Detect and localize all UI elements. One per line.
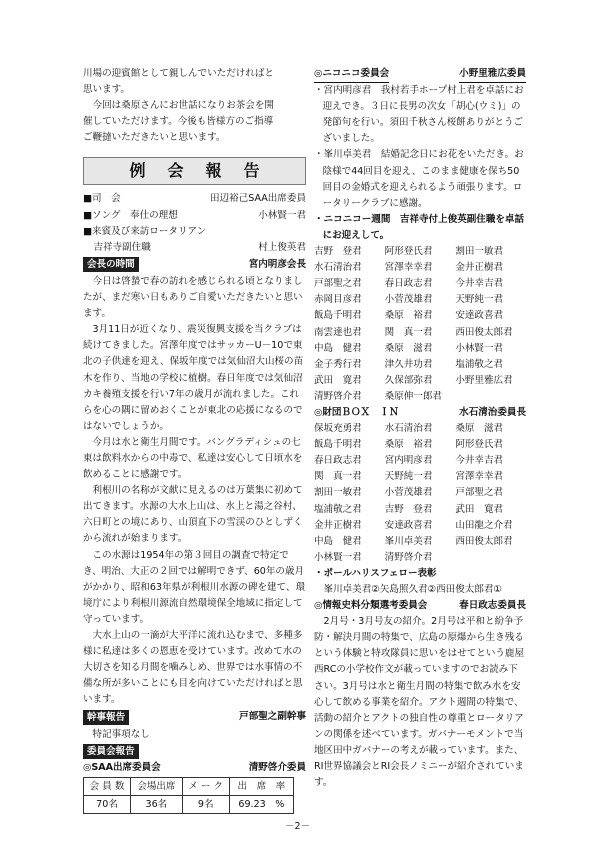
committee-report-chip: 委員会報告 (83, 744, 139, 759)
intro-line: 今回は桑原さんにお世話になりお茶会を開 (92, 100, 274, 112)
right-column (314, 66, 526, 791)
member-name: 西田俊太郎君 (455, 535, 513, 547)
agenda-row (83, 224, 306, 240)
agenda-value: 小林賢一君 (258, 209, 306, 221)
attendance-table (83, 777, 294, 814)
member-name: 今井幸吉君 (455, 455, 504, 467)
member-name: 山田龍之介君 (455, 519, 513, 531)
niko-week-heading: ・ニコニコー週間 吉祥寺付上俊英副住職を卓話にお迎えして。 (314, 213, 525, 241)
name-row (314, 453, 526, 469)
member-name: 水石清治君 (384, 423, 433, 435)
president-time-chip: 会長の時間 (83, 257, 139, 272)
name-row (314, 341, 526, 357)
attendance-header: 出 席 率 (229, 777, 293, 795)
president-paragraph: 大水上山の一滴が大平洋に流れ込むまで、多種多様に私達は多くの恩恵を受けています。改めて水の大切さを知る月間を噛みしめ、世界では水事情の不備な所が多いことにも目を向けていただければと思います。 (83, 630, 303, 706)
president-paragraph: この水源は1954年の第３回目の調査で特定でき、明治、大正の２回では解明できず、60年の歳月がかかり、昭和63年県が利根川水源の碑を建て、環境庁により利根川源流自然環境保全地域に指定して守っています。 (83, 549, 305, 625)
secretary-text: 特記事項なし (92, 728, 150, 740)
name-row (314, 357, 526, 373)
member-name: 西田俊太郎君 (455, 326, 513, 338)
attendance-value: 36名 (131, 795, 183, 813)
zaidan-name: 水石清治委員長 (459, 406, 526, 418)
member-name: 南雲達也君 (314, 326, 362, 338)
member-name: 久保部弥君 (384, 374, 433, 386)
member-name: 関 真一君 (314, 471, 362, 483)
member-name: 清野啓介君 (384, 551, 433, 563)
page-number: －2－ (284, 821, 311, 832)
member-name: 阿形登氏君 (384, 246, 433, 258)
attendance-header: 会 員 数 (84, 777, 131, 795)
member-name: 吉野 登君 (384, 503, 433, 515)
president-paragraph: 3月11日が近くなり、震災復興支援を当クラブは続けてきました。宮澤年度ではサッカーU－10で東北の子供達を迎え、保坂年度では気仙沼大山桜の苗木を作り、当地の学校に植樹。春日年度では気仙沼カキ養殖支援を行い7年の歳月が流れました。これらを心の隅に留めおくことが東北の応援になるのではないでしょうか。 (83, 324, 304, 432)
member-name: 中島 健君 (314, 535, 362, 547)
member-name: 戸部聖之君 (314, 278, 362, 290)
niko-heading: ◎ニコニコ委員会 (314, 66, 389, 83)
agenda-value: 田辺裕己SAA出席委員 (210, 193, 306, 205)
agenda-label: ■来賓及び来訪ロータリアン (83, 225, 207, 237)
intro-line: 川場の迎賓館として親しんでいただければと (83, 68, 274, 79)
member-name (455, 550, 526, 566)
info-name: 春日政志委員長 (459, 600, 526, 612)
name-row (314, 437, 526, 453)
name-row (314, 308, 526, 324)
agenda-label: ■司 会 (83, 193, 121, 205)
member-name: 阿形登氏君 (455, 439, 504, 451)
saa-heading: ◎SAA出席委員会 (83, 761, 161, 773)
member-name: 水石清治君 (314, 262, 362, 274)
saa-name: 清野啓介委員 (248, 761, 306, 773)
member-name: 安達政喜君 (455, 310, 504, 322)
left-column (83, 66, 306, 814)
attendance-value: 9名 (182, 795, 229, 813)
member-name: 吉野 登君 (314, 246, 362, 258)
member-name: 桑原伸一郎君 (384, 390, 442, 402)
member-name: 関 真一君 (384, 326, 433, 338)
paul-harris-heading: ・ポールハリスフェロー表彰 (314, 567, 437, 579)
niko-week-names (314, 244, 526, 405)
member-name: 清野啓介君 (314, 390, 362, 402)
member-name: 武田 寛君 (455, 503, 504, 515)
member-name: 桑原 裕君 (384, 439, 433, 451)
attendance-header: メ ー ク (182, 777, 229, 795)
member-name: 赤岡目彦君 (314, 294, 362, 306)
member-name: 峯川卓美君 (384, 535, 433, 547)
member-name: 天野純一君 (384, 471, 433, 483)
member-name: 小林賢一君 (314, 551, 362, 563)
member-name: 春日政志君 (314, 455, 362, 467)
name-row (314, 518, 526, 534)
name-row (314, 292, 526, 308)
agenda-row (83, 191, 306, 207)
attendance-value-row (84, 795, 294, 813)
zaidan-heading: ◎財団ＢＯＸ ＩＮ (314, 406, 399, 418)
member-name: 桑原 裕君 (384, 310, 433, 322)
agenda-row (83, 240, 306, 256)
member-name: 小林賢一君 (455, 342, 504, 354)
member-name: 安達政喜君 (384, 519, 433, 531)
name-row (314, 550, 526, 566)
member-name: 金井正樹君 (314, 519, 362, 531)
niko-item: ・宮内明彦君 我村若手ホープ村上君を卓話にお迎えでき。３日に長男の次女「胡心(ウミ)」の発節句を行い。須田千秋さん桜餅ありがとうございました。 (314, 85, 524, 145)
name-row (314, 469, 526, 485)
member-name: 小菅茂雄君 (384, 487, 433, 499)
saa-header (83, 760, 306, 776)
niko-item: ・峯川卓美君 結婚記念日にお花をいただき。お陰様で44回目を迎え、このまま健康を保ち50回目の金婚式を迎えられるよう頑張ります。ロータリークラブに感謝。 (314, 149, 524, 209)
member-name: 割田一敏君 (314, 487, 362, 499)
zaidan-header (314, 405, 526, 421)
intro-line: 思います。 (83, 84, 130, 96)
member-name: 中島 健君 (314, 342, 362, 354)
name-row (314, 389, 526, 405)
member-name: 春日政志君 (384, 278, 433, 290)
name-row (314, 260, 526, 276)
paul-harris-text: 峯川卓美君②矢島照久君②西田俊太郎君① (323, 584, 502, 595)
info-text: 2月号・3月号友の紹介。2月号は平和と紛争予防・解決月間の特集で、広島の原爆から生き残るという体験と特攻隊員に思いをはせてという鹿屋西RCの小学校作文が載っていますのでお読み下さい。3月号は水と衛生月間の特集で飲み水を安心して飲める事業を紹介。アクト週間の特集で、活動の紹介とアクトの独自性の尊重とロータリアンの関係を述べています。ガバナーモメントで当地区田中ガバナーの考えが載っています。また、RI世界協議会とRI会長ノミニーが紹介されています。 (314, 616, 525, 789)
secretary-header (83, 709, 306, 725)
zaidan-names (314, 421, 526, 566)
name-row (314, 534, 526, 550)
member-name: 武田 寛君 (314, 374, 362, 386)
intro-line: ご鞭撻いただきたいと思います。 (83, 132, 226, 144)
attendance-header: 会場出席 (131, 777, 183, 795)
agenda-label: ■ソング 奉仕の理想 (83, 209, 178, 221)
niko-header (314, 66, 526, 83)
info-header (314, 598, 526, 614)
president-paragraph: 利根川の名称が文献に見えるのは万葉集に初めて出てきます。水源の大水上山は、水上と湯之谷村、六日町との境にあり、山頂直下の雪渓のひとしずくから流れが始まります。 (83, 485, 303, 545)
president-header (83, 257, 306, 273)
member-name: 戸部聖之君 (455, 487, 504, 499)
member-name: 小野里雅広君 (455, 374, 513, 386)
member-name (455, 389, 526, 405)
president-name: 宮内明彦会長 (248, 258, 306, 270)
member-name: 塩浦敬之君 (455, 358, 504, 370)
member-name: 飯島千明君 (314, 439, 362, 451)
member-name: 割田一敏君 (455, 246, 504, 258)
member-name: 天野純一君 (455, 294, 504, 306)
member-name: 塩浦敬之君 (314, 503, 362, 515)
member-name: 飯島千明君 (314, 310, 362, 322)
member-name: 宮内明彦君 (384, 455, 433, 467)
agenda-row (83, 208, 306, 224)
member-name: 津久井功君 (384, 358, 433, 370)
secretary-name: 戸部聖之副幹事 (239, 711, 306, 723)
member-name: 金井正樹君 (455, 262, 504, 274)
name-row (314, 325, 526, 341)
name-row (314, 485, 526, 501)
attendance-header-row (84, 777, 294, 795)
name-row (314, 421, 526, 437)
name-row (314, 373, 526, 389)
agenda-value: 村上俊英君 (258, 241, 306, 253)
attendance-value: 70名 (84, 795, 131, 813)
name-row (314, 244, 526, 260)
committee-header (83, 744, 306, 759)
info-heading: ◎情報史料分類選考委員会 (314, 600, 428, 612)
secretary-report-chip: 幹事報告 (83, 710, 129, 725)
name-row (314, 502, 526, 518)
member-name: 金子秀行君 (314, 358, 362, 370)
president-paragraph: 今日は啓蟄で春の訪れを感じられる頃となりましたが、まだ寒い日もありご自愛いただきたいと思います。 (83, 275, 303, 320)
intro-line: 催していただけます。今後も皆様方のご指導 (83, 116, 274, 128)
agenda-label: 吉祥寺副住職 (93, 241, 151, 253)
member-name: 宮澤幸幸君 (455, 471, 504, 483)
member-name: 桑原 滋君 (384, 342, 433, 354)
niko-name: 小野里雅広委員 (459, 66, 526, 83)
member-name: 小菅茂雄君 (384, 294, 433, 306)
member-name: 保坂充勇君 (314, 423, 362, 435)
attendance-value: 69.23 % (229, 795, 293, 813)
member-name: 桑原 滋君 (455, 423, 504, 435)
president-paragraph: 今月は水と衛生月間です。バングラディシュの七東は飲料水からの中毒で、私達は安心して日頃水を飲めることに感謝です。 (83, 436, 303, 481)
name-row (314, 276, 526, 292)
section-title: 例会報告 (83, 157, 306, 185)
member-name: 宮澤幸幸君 (384, 262, 433, 274)
member-name: 今井幸吉君 (455, 278, 504, 290)
